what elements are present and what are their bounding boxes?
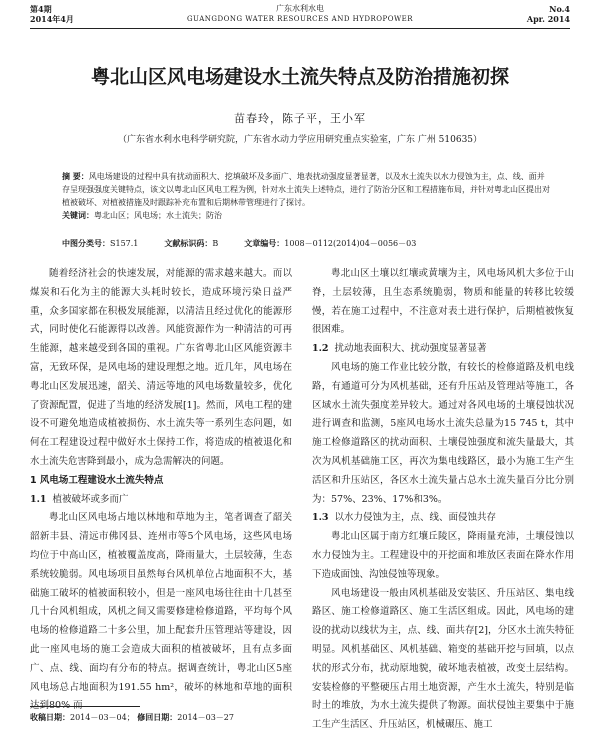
footnote-dates: 收稿日期：2014－03－04； 修回日期：2014－03－27 [30, 712, 234, 722]
article-number [244, 238, 416, 249]
issue-number-en: No.4 [549, 4, 570, 14]
section-1-1-paragraph: 粤北山区风电场占地以林地和草地为主，笔者调查了韶关韶新丰县、清远市佛冈县、连州市等5个风电场，这些风电场均位于中高山区，植被覆盖度高，降雨量大，土层较薄，生态系统较脆弱。风电场项目虽然每台风机单位占地面积不大，基础施工破坏的植被面积较小，但是一座风电场往往由十几甚至几十台风机组成，风机之间又需要修建检修道路，平均每个风电场的检修道路二十多公里，加上配套升压管理站等建设，因此一座风电场的施工会造成大面积的植被破坏，且有点多面广、点、线、面均有分布的特点。据调查统计，粤北山区5座风电场总占地面积为191.55 hm²，破坏的林地和草地的面积达到80% 而 [30, 512, 292, 712]
section-1-3-title: 以水力侵蚀为主，点、线、面侵蚀共存 [334, 512, 497, 524]
header-journal [30, 4, 570, 24]
revised-label: 修回日期： [137, 712, 178, 722]
keywords-text: 粤北山区；风电场；水土流失；防治 [94, 211, 222, 220]
abstract [62, 170, 550, 209]
journal-title-en: GUANGDONG WATER RESOURCES AND HYDROPOWER [186, 15, 414, 23]
authors: 苗春玲，陈子平，王小军 [234, 112, 366, 125]
section-1-3-number: 1.3 [312, 512, 329, 524]
section-1-3-heading [312, 509, 574, 528]
article-label: 文章编号： [244, 238, 285, 248]
article-value: 1008－0112(2014)04－0056－03 [284, 239, 417, 248]
section-1-2-title: 扰动地表面积大、扰动强度显著显著 [334, 343, 487, 355]
section-1-2-number: 1.2 [312, 343, 329, 355]
abstract-text: 风电场建设的过程中具有扰动面积大、挖填破坏及多面广、地表扰动强度显著显著，以及水土流失以水力侵蚀为主，点、线、面并存呈现强强度关键特点，该文以粤北山区风电工程为例，针对水土流失上述特点，进行了防治分区和工程措施布局，并针对粤北山区提出对植被破坏、对植被措施及时跟踪补充布置和后期林带管理进行了探讨。 [62, 172, 550, 207]
section-1-heading: 1 风电场工程建设水土流失特点 [30, 474, 164, 486]
revised-date: 2014－03－27 [177, 713, 234, 722]
classification-meta [62, 238, 550, 249]
received-date: 2014－03－04 [70, 713, 127, 722]
document-code [164, 238, 218, 249]
abstract-label: 摘 要： [62, 171, 89, 181]
doc-value: B [212, 239, 219, 248]
section-1-1-number: 1.1 [30, 493, 47, 505]
section-1-1-title: 植被破坏或多而广 [52, 493, 129, 505]
clc-label: 中图分类号： [62, 238, 110, 248]
section-1-3-paragraph-1: 粤北山区属于南方红壤丘陵区，降雨量充沛，土壤侵蚀以水力侵蚀为主。工程建设中的开挖面和堆放区表面在降水作用下造成面蚀、沟蚀侵蚀等现象。 [312, 531, 574, 580]
doc-label: 文献标识码： [164, 238, 213, 248]
right-column [312, 265, 574, 735]
header-rule [30, 28, 570, 29]
section-1-2-heading [312, 340, 574, 359]
clc-number [62, 238, 138, 249]
abstract-block [62, 170, 550, 222]
issue-number: 第4期 [30, 4, 52, 14]
affiliation: （广东省水利水电科学研究院，广东省水动力学应用研究重点实验室，广东 广州 510635） [117, 135, 483, 145]
section-1-1-heading [30, 491, 292, 510]
keywords-label: 关键词： [62, 210, 94, 220]
intro-paragraph: 随着经济社会的快速发展，对能源的需求越来越大。而以煤炭和石化为主的能源大头耗时较长，造成环境污染日益严重，众多国家都在积极发展能源，以清洁且经过优化的能源形式，同时使化石能源得以改善。风能资源作为一种清洁的可再生能源，越来越受到各国的重视。广东省粤北山区风能资源丰富，无致环保，是风电场的建设理想之地。近几年，风电场在粤北山区发展迅速，韶关、清远等地的风电场数量较多，优化了资源配置，促进了当地的经济发展[1]。然而，风电工程的建设不可避免地造成植被损伤、水土流失等一系列生态问题，如何在工程建设过程中做好水土保持工作，将造成的植被退化和水土流失危害降到最小，成为急需解决的问题。 [30, 268, 292, 467]
issue-date-en: Apr. 2014 [526, 14, 570, 24]
left-column [30, 265, 292, 716]
issue-date: 2014年4月 [30, 14, 74, 24]
paper-title: 粤北山区风电场建设水土流失特点及防治措施初探 [90, 66, 509, 88]
footnote-rule [30, 706, 140, 707]
keywords [62, 209, 550, 222]
section-1-2-paragraph: 风电场的施工作业比较分散，有较长的检修道路及机电线路，有通道可分为风机基础，还有升压站及管理站等施工，各区域水土流失强度差异较大。通过对各风电场的土壤侵蚀状况进行调查和监测，5座风电场水土流失总量为15 745 t，其中施工检修道路区的扰动面积、土壤侵蚀强度和流失量最大，其次为风机基础施工区，再次为集电线路区，最小为施工生产生活区和升压站区，各区水土流失量占总水土流失量百分比分别为：57%、23%、17%和3%。 [312, 361, 574, 505]
received-label: 收稿日期： [30, 712, 70, 722]
journal-title-cn: 广东水利水电 [276, 4, 324, 13]
clc-value: S157.1 [110, 239, 139, 248]
header-right [527, 4, 570, 24]
continued-paragraph: 粤北山区土壤以红壤或黄壤为主，风电场风机大多位于山脊，土层较薄，且生态系统脆弱，物质和能量的转移比较缓慢，若在施工过程中，不注意对表土进行保护，后期植被恢复很困难。 [312, 268, 574, 336]
section-1-3-paragraph-2: 风电场建设一般由风机基础及安装区、升压站区、集电线路区、施工检修道路区、施工生活区组成。因此，风电场的建设的扰动以线状为主，点、线、面共存[2]，分区水土流失特征明显。风机基础区、风机基础、箱变的基础开挖与回填，以点状的形式分布，扰动原地貌，破坏地表植被，改变土层结构。安装检修的平整硬压占用土地资源，产生水土流失，特别是临时土的堆放，为水土流失提供了物源。面状侵蚀主要集中于施工生产生活区、升压站区，机械碾压、施工 [312, 587, 574, 731]
footnote [30, 706, 570, 724]
running-header [30, 4, 570, 32]
